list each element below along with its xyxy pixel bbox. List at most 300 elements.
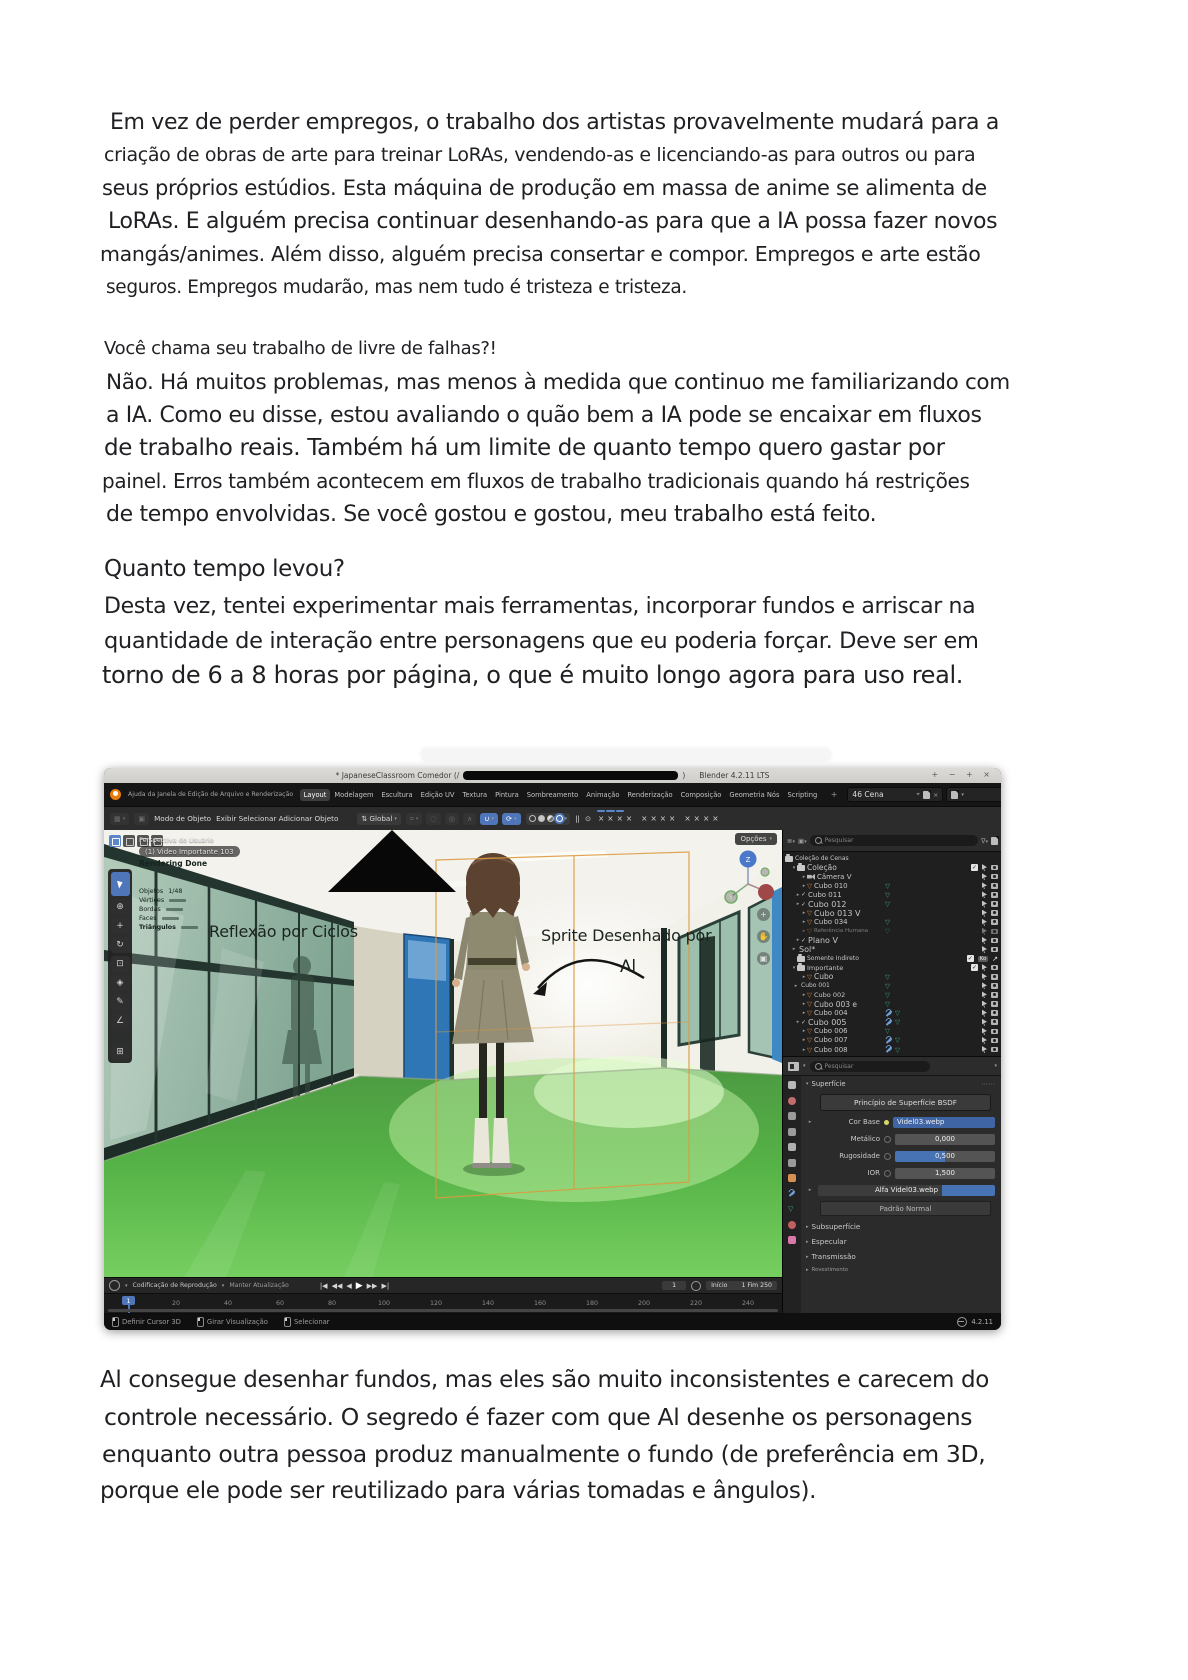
window-controls[interactable]: + − + × [931, 770, 994, 779]
alpha-label: Alfa Videl03.webp [874, 1186, 939, 1194]
outliner-row[interactable] [783, 918, 1001, 927]
row-restrict-icons [982, 919, 998, 926]
outliner-row[interactable] [783, 872, 1001, 881]
funnel-filter-icon[interactable]: ∇▾ [981, 836, 988, 845]
hide-viewport-icon[interactable] [982, 901, 987, 908]
hide-viewport-icon[interactable] [982, 964, 987, 971]
material-tab-icon[interactable] [788, 1221, 796, 1229]
viewport-info [139, 836, 240, 868]
keymap-hint [197, 1317, 268, 1327]
play-reverse-button[interactable]: ◀ [346, 1281, 352, 1290]
row-restrict-icons [971, 864, 998, 871]
object-name: Coleção de Cenas [795, 855, 849, 863]
collection-toggle-icon[interactable]: × [684, 813, 691, 823]
collection-toggle-icon[interactable]: × [597, 813, 605, 823]
row-data-icons [885, 974, 890, 980]
chevron-down-icon: ▾ [769, 836, 772, 842]
tool-tab-icon[interactable] [788, 1081, 796, 1089]
collapsed-section-especular[interactable] [806, 1237, 995, 1246]
hide-viewport-icon[interactable] [982, 1046, 987, 1053]
gizmos-icon[interactable]: ⟳ ▾ [502, 813, 521, 825]
shading-solid-icon[interactable] [538, 815, 545, 822]
surface-section[interactable]: ▾ Superfície ⋯⋯ [806, 1080, 995, 1088]
row-data-icons [885, 883, 890, 889]
chevron-right-icon[interactable]: ▸ [802, 928, 806, 935]
outliner-row[interactable] [783, 1027, 1001, 1036]
chevron-down-icon[interactable]: ▾ [792, 864, 796, 871]
hide-viewport-icon[interactable] [982, 919, 987, 926]
modifier-wrench-icon [885, 1046, 892, 1053]
chevron-right-icon[interactable]: ▸ [796, 937, 800, 944]
mesh-data-icon: ▽ [885, 981, 890, 990]
normal-button[interactable]: Padrão Normal [820, 1201, 991, 1216]
data-tab-icon[interactable]: ▽ [788, 1205, 794, 1213]
value-field[interactable] [895, 1151, 995, 1162]
outliner-row[interactable] [783, 1036, 1001, 1045]
workspace-tab-scripting[interactable]: Scripting [787, 790, 818, 799]
viewport-menus[interactable]: Exibir Selecionar Adicionar Objeto [216, 814, 339, 823]
timeline-scrollbar[interactable] [108, 1309, 778, 1312]
transform-orientation-icon[interactable]: ⌗ ▾ [406, 813, 423, 825]
select-arrow-icon [117, 879, 124, 888]
chevron-right-icon[interactable]: ▸ [796, 901, 800, 908]
transform-tool[interactable]: ◈ [111, 975, 130, 991]
workspace-tab-composição[interactable]: Composição [680, 790, 722, 799]
value-field[interactable] [895, 1134, 995, 1145]
chevron-right-icon[interactable]: ▸ [792, 946, 796, 953]
text-line: seus próprios estúdios. Esta máquina de produção em massa de anime se alimenta de [102, 176, 987, 200]
hide-render-icon[interactable] [991, 919, 998, 925]
viewport-scene[interactable] [104, 830, 782, 1277]
camera-view-icon[interactable]: ▣ [757, 952, 770, 965]
ruler-tick: 40 [223, 1300, 233, 1307]
row-restrict-icons [967, 955, 998, 963]
hide-render-icon[interactable] [991, 910, 998, 916]
collection-icon [785, 856, 793, 862]
value-text: 0,500 [934, 1152, 956, 1160]
keymap-hints [112, 1317, 330, 1327]
tool-shelf [108, 869, 132, 1063]
text-line: enquanto outra pessoa produz manualmente o fundo (de preferência em 3D, [102, 1440, 986, 1468]
shader-input-row[interactable] [806, 1116, 995, 1128]
sync-dropdown[interactable]: Manter Atualização [229, 1282, 289, 1289]
hide-render-icon[interactable] [991, 883, 998, 889]
chevron-right-icon[interactable]: ▸ [802, 1010, 806, 1017]
collection-toggle-icon[interactable]: × [702, 813, 710, 823]
hide-render-icon[interactable] [991, 865, 998, 871]
hide-render-icon[interactable] [991, 1038, 998, 1044]
section-label: Revestimento [811, 1267, 849, 1273]
outliner-row[interactable] [783, 890, 1001, 899]
hide-render-icon[interactable] [991, 938, 998, 944]
outliner-filter-icon[interactable]: ▣▾ [797, 836, 807, 845]
toggle-row [598, 814, 725, 824]
playback-controls [320, 1281, 389, 1291]
text-line: porque ele pode ser reutilizado para várias tomadas e ângulos). [100, 1478, 817, 1504]
chevron-right-icon[interactable]: ▸ [802, 882, 806, 889]
properties-editor-icon[interactable] [788, 1062, 799, 1071]
hide-render-icon[interactable] [991, 892, 998, 898]
chevron-right-icon[interactable]: ▸ [802, 1037, 806, 1044]
toggle-group [684, 814, 718, 824]
stat-value: 1/48 [168, 888, 183, 895]
object-tab-icon[interactable] [788, 1174, 796, 1182]
main-area [104, 830, 1001, 1313]
value-text: 0,000 [934, 1135, 956, 1143]
mesh-data-icon: ▽ [885, 1000, 890, 1009]
shading-material-icon[interactable] [547, 815, 554, 822]
magnet-snap-icon[interactable]: ∪ ▾ [480, 813, 498, 825]
editor-type-icon[interactable]: ▦ ▾ [110, 813, 129, 825]
orientation-dropdown[interactable]: ⇅ Global ▾ [357, 813, 400, 825]
hide-render-icon[interactable] [991, 1001, 998, 1007]
hide-render-icon[interactable] [991, 992, 998, 998]
hide-render-icon[interactable] [991, 965, 998, 971]
workspace-tab-pintura[interactable]: Pintura [495, 790, 519, 799]
current-frame-field[interactable]: 1 [662, 1281, 686, 1290]
workspace-tab-sombreamento[interactable]: Sombreamento [526, 790, 579, 799]
mesh-icon: ▽ [807, 1045, 812, 1054]
rotate-tool[interactable]: ↻ [111, 937, 130, 953]
next-key-button[interactable]: ▶▶ [366, 1281, 378, 1290]
hide-viewport-icon[interactable] [982, 1019, 987, 1026]
mesh-data-icon: ▽ [895, 1036, 900, 1045]
falloff-icon[interactable]: ∧ [463, 813, 476, 825]
scale-tool[interactable]: ⊡ [111, 956, 130, 972]
alpha-row[interactable]: ▸ Alfa Videl03.webp [806, 1184, 995, 1196]
hint-label: Selecionar [293, 1318, 330, 1326]
world-tab-icon[interactable] [788, 1159, 796, 1167]
chevron-right-icon[interactable]: ▸ [802, 991, 806, 998]
visibility-icon[interactable]: ⊙ [584, 814, 591, 823]
checkbox-icon[interactable]: ✓ [971, 864, 978, 872]
chevron-down-icon[interactable]: ▾ [792, 964, 796, 971]
frame-range-field[interactable] [706, 1281, 777, 1290]
stat-label: Vértices [139, 897, 165, 904]
workspace-tab-geometria-nós[interactable]: Geometria Nós [729, 790, 780, 799]
outliner-row[interactable] [783, 963, 1001, 972]
annotation-sprite-label: Sprite Desenhado por [541, 926, 712, 945]
add-workspace-button[interactable]: + [830, 790, 838, 799]
view-layer-tab-icon[interactable] [788, 1128, 796, 1136]
clock-icon [691, 1281, 701, 1291]
outliner-row[interactable] [783, 972, 1001, 981]
close-scene-icon[interactable]: × [932, 790, 939, 799]
proportional-edit-icon[interactable]: ◎ [445, 813, 459, 825]
row-restrict-icons [982, 937, 998, 944]
row-data-icons [885, 1046, 900, 1053]
play-button[interactable]: ▶ [355, 1280, 363, 1291]
hide-render-icon[interactable] [991, 929, 998, 935]
pan-hand-icon[interactable]: ✋ [758, 932, 769, 941]
hide-render-icon[interactable] [991, 1047, 998, 1053]
modifier-wrench-icon [885, 1019, 892, 1026]
view-layer-field[interactable] [946, 787, 1001, 802]
collection-toggle-icon[interactable]: × [625, 813, 633, 823]
row-data-icons [885, 1001, 890, 1007]
outliner-search[interactable] [810, 835, 978, 846]
outliner-row[interactable] [783, 899, 1001, 908]
modifiers-tab-icon[interactable] [788, 1190, 796, 1198]
collapsed-section-transmissão[interactable] [806, 1252, 995, 1261]
chevron-right-icon[interactable]: ▸ [802, 973, 806, 980]
annotation-ai-label: Al [620, 957, 636, 977]
workspace-tab-escultura[interactable]: Escultura [381, 790, 413, 799]
check-mark: ✓ [801, 1018, 807, 1026]
object-name: Sol* [799, 944, 816, 954]
chevron-right-icon[interactable]: ▸ [802, 910, 806, 917]
mesh-data-icon: ▽ [885, 972, 890, 981]
select-tool[interactable] [111, 872, 130, 896]
ruler-tick: 240 [741, 1300, 755, 1307]
3d-viewport[interactable] [104, 830, 782, 1277]
properties-tab-strip [783, 1076, 801, 1313]
mesh-data-icon: ▽ [885, 918, 890, 927]
row-restrict-icons [982, 928, 998, 935]
collection-toggle-icon[interactable]: × [693, 813, 700, 823]
current-frame-marker[interactable]: 1 [122, 1296, 135, 1305]
workspace-tab-layout[interactable]: Layout [300, 789, 330, 801]
row-restrict-icons [982, 873, 998, 880]
outliner-row[interactable] [783, 1045, 1001, 1054]
chevron-right-icon[interactable]: ▸ [796, 1019, 800, 1026]
text-line: mangás/animes. Além disso, alguém precisa consertar e compor. Empregos e arte estão [100, 242, 981, 266]
hide-viewport-icon[interactable] [982, 973, 987, 980]
search-placeholder: Pesquisar [824, 1062, 854, 1070]
collection-toggle-icon[interactable]: × [616, 813, 623, 823]
playback-dropdown[interactable]: Codificação de Reprodução [132, 1282, 217, 1289]
shader-input-row[interactable] [806, 1167, 995, 1179]
outliner-row[interactable] [783, 927, 1001, 936]
object-name: Cubo 008 [814, 1045, 848, 1054]
outliner-row[interactable] [783, 936, 1001, 945]
hide-viewport-icon[interactable] [982, 864, 987, 871]
hide-viewport-icon[interactable] [982, 882, 987, 889]
stat-value-smudge [162, 917, 179, 921]
clock-icon [109, 1280, 120, 1291]
add-cube-tool[interactable]: ⊞ [111, 1044, 130, 1060]
mode-icon[interactable]: ▣ [134, 813, 149, 825]
blur-artifact [420, 747, 832, 762]
search-placeholder: Pesquisar [824, 837, 854, 844]
workspace-tab-modelagem[interactable]: Modelagem [334, 790, 374, 799]
workspace-tab-textura[interactable]: Textura [462, 790, 488, 799]
row-data-icons [885, 1019, 900, 1026]
outliner-row[interactable] [783, 881, 1001, 890]
outliner-row[interactable] [783, 1009, 1001, 1018]
checkbox-icon[interactable]: ✓ [967, 955, 973, 963]
workspace-tab-animação[interactable]: Animação [586, 790, 620, 799]
outliner-row[interactable] [783, 863, 1001, 872]
outliner-row[interactable] [783, 945, 1001, 954]
outliner-display-mode-icon[interactable]: ≣▾ [787, 836, 795, 845]
outliner-row[interactable] [783, 954, 1001, 963]
hide-viewport-icon[interactable] [982, 891, 987, 898]
collection-toggle-icon[interactable]: × [659, 813, 667, 823]
hide-viewport-icon[interactable] [982, 1001, 987, 1008]
zoom-icon[interactable]: + [757, 908, 770, 921]
collapsed-section-revestimento[interactable] [806, 1267, 995, 1273]
start-label: Início [711, 1282, 728, 1289]
jump-start-button[interactable]: |◀ [319, 1281, 328, 1290]
texture-tab-icon[interactable] [788, 1236, 796, 1244]
new-collection-icon[interactable] [991, 837, 998, 845]
chevron-down-icon: ▾ [961, 791, 964, 798]
keymap-hint [284, 1317, 330, 1327]
options-dropdown[interactable] [735, 833, 777, 845]
jump-end-button[interactable]: ▶| [381, 1281, 390, 1290]
chevron-right-icon[interactable]: ▸ [794, 982, 798, 989]
shading-wireframe-icon[interactable] [529, 815, 536, 822]
workspace-tab-renderização[interactable]: Renderização [627, 790, 673, 799]
chevron-right-icon[interactable]: ▸ [802, 1028, 806, 1035]
panel-options-icon[interactable]: ⋯⋯ [981, 1080, 995, 1088]
viewport-header [104, 806, 1001, 830]
hide-render-icon[interactable] [991, 947, 998, 953]
ruler-tick: 200 [637, 1300, 651, 1307]
object-name: Coleção [807, 863, 837, 873]
answer-how-long [102, 590, 979, 692]
outliner-row[interactable] [783, 909, 1001, 918]
hide-render-icon[interactable] [991, 874, 998, 880]
new-scene-icon[interactable] [923, 791, 930, 799]
svg-text:Y: Y [729, 894, 733, 902]
hide-render-icon[interactable] [991, 1010, 998, 1016]
text-line: Em vez de perder empregos, o trabalho dos artistas provavelmente mudará para a [110, 110, 999, 135]
chevron-right-icon[interactable]: ▸ [802, 919, 806, 926]
chevron-right-icon[interactable]: ▸ [802, 1046, 806, 1053]
collection-toggle-icon[interactable]: × [607, 813, 614, 823]
hide-viewport-icon[interactable] [982, 991, 987, 998]
mode-object-icon[interactable] [109, 835, 121, 847]
paragraph-jobs [100, 106, 999, 304]
cursor-tool[interactable]: ⊕ [111, 899, 130, 915]
properties-header [783, 1057, 1001, 1076]
render-tab-icon[interactable] [788, 1097, 796, 1105]
hide-viewport-icon[interactable] [982, 1010, 987, 1017]
outliner-row[interactable] [783, 990, 1001, 999]
collection-toggle-icon[interactable]: × [712, 813, 719, 823]
ruler-tick: 160 [533, 1300, 547, 1307]
hide-viewport-icon[interactable] [982, 928, 987, 935]
hide-viewport-icon[interactable] [982, 937, 987, 944]
mode-dropdown[interactable]: Modo de Objeto [154, 814, 212, 823]
output-tab-icon[interactable] [788, 1112, 796, 1120]
globe-icon [957, 1317, 967, 1327]
measure-tool[interactable]: ∠ [111, 1013, 130, 1029]
object-name: Cubo 006 [814, 1027, 848, 1036]
pin-icon[interactable]: ⌖ [916, 790, 920, 798]
window-titlebar[interactable] [104, 768, 1001, 783]
camera-icon [807, 874, 815, 880]
timeline-ruler[interactable] [104, 1293, 782, 1314]
hide-render-icon[interactable] [991, 901, 998, 907]
properties-search[interactable] [810, 1061, 930, 1072]
checkbox-icon[interactable]: ✓ [971, 964, 978, 972]
shader-input-row[interactable] [806, 1133, 995, 1145]
collection-toggle-icon[interactable]: × [641, 813, 648, 823]
prev-key-button[interactable]: ◀◀ [331, 1281, 343, 1290]
outliner-row[interactable] [783, 1000, 1001, 1009]
stat-row [139, 905, 198, 914]
hide-viewport-icon[interactable] [982, 982, 987, 989]
chevron-right-icon: ▸ [806, 1238, 809, 1245]
snap-target-icon[interactable]: ◌ [426, 813, 440, 825]
ruler-tick: 220 [689, 1300, 703, 1307]
chevron-right-icon[interactable]: ▸ [802, 1001, 806, 1008]
text-line: Desta vez, tentei experimentar mais ferramentas, incorporar fundos e arriscar na [104, 594, 976, 619]
value-field[interactable] [895, 1168, 995, 1179]
mesh-icon: ▽ [807, 918, 812, 927]
paragraph-closing [100, 1362, 989, 1510]
text-line: quantidade de interação entre personagens que eu poderia forçar. Deve ser em [104, 628, 979, 654]
row-data-icons [885, 1010, 900, 1017]
hide-render-icon[interactable] [991, 1019, 998, 1025]
socket-dot-icon [884, 1170, 891, 1177]
hide-viewport-icon[interactable] [982, 946, 987, 953]
mesh-data-icon: ▽ [895, 1045, 900, 1054]
scene-name-field[interactable] [847, 787, 943, 802]
chevron-right-icon[interactable]: ▸ [802, 873, 806, 880]
object-name: Referência Humana [814, 928, 869, 935]
chevron-down-icon: ▾ [125, 1282, 128, 1289]
shader-button[interactable]: Princípio de Superfície BSDF [820, 1094, 991, 1111]
object-name: Cubo 034 [814, 918, 848, 927]
outliner-row[interactable] [783, 981, 1001, 990]
collection-toggle-icon[interactable]: × [669, 813, 676, 823]
shader-input-row[interactable] [806, 1150, 995, 1162]
hide-render-icon[interactable] [991, 983, 998, 989]
move-tool[interactable]: + [111, 918, 130, 934]
shading-rendered-icon[interactable] [556, 815, 563, 822]
mode-edit-icon[interactable] [123, 835, 135, 847]
collection-toggle-icon[interactable]: × [650, 813, 657, 823]
annotate-tool[interactable]: ✎ [111, 994, 130, 1010]
section-label: Especular [811, 1237, 847, 1246]
blender-logo-icon[interactable] [110, 789, 121, 800]
object-name: Somente Indireto [807, 955, 859, 963]
hide-viewport-icon[interactable] [982, 1037, 987, 1044]
shading-modes[interactable]: ▾ [526, 813, 571, 825]
collapsed-section-subsuperfície[interactable] [806, 1222, 995, 1231]
text-line: LoRAs. E alguém precisa continuar desenhando-as para que a IA possa fazer novos [108, 209, 998, 234]
hide-render-icon[interactable] [991, 1029, 998, 1035]
version-text: 4.2.11 [971, 1318, 993, 1326]
mesh-icon: ▽ [807, 927, 812, 936]
orientation-label: Global [369, 814, 393, 823]
hide-viewport-icon[interactable] [982, 873, 987, 880]
menu-bar[interactable]: Ajuda da Janela de Edição de Arquivo e Renderização [128, 791, 294, 798]
socket-dot-icon [884, 1136, 891, 1143]
scene-tab-icon[interactable] [788, 1143, 796, 1151]
value-field[interactable] [893, 1117, 995, 1128]
outliner-row[interactable] [783, 1018, 1001, 1027]
chevron-down-icon: ▾ [514, 815, 517, 822]
pause-icon[interactable]: || [575, 814, 580, 823]
ruler-tick: 140 [481, 1300, 495, 1307]
navigation-gizmo[interactable] [720, 846, 776, 908]
ruler-tick: 60 [275, 1300, 285, 1307]
value-text: 1,500 [934, 1169, 956, 1177]
outliner-row[interactable] [783, 854, 1001, 863]
hide-render-icon[interactable] [991, 974, 998, 980]
text-line: criação de obras de arte para treinar LoRAs, vendendo-as e licenciando-as para outros ou para [104, 144, 976, 166]
mesh-data-icon: ▽ [885, 900, 890, 909]
hide-viewport-icon[interactable] [982, 1028, 987, 1035]
workspace-tab-edição-uv[interactable]: Edição UV [420, 790, 455, 799]
chevron-right-icon[interactable]: ▸ [796, 891, 800, 898]
hide-viewport-icon[interactable] [982, 910, 987, 917]
